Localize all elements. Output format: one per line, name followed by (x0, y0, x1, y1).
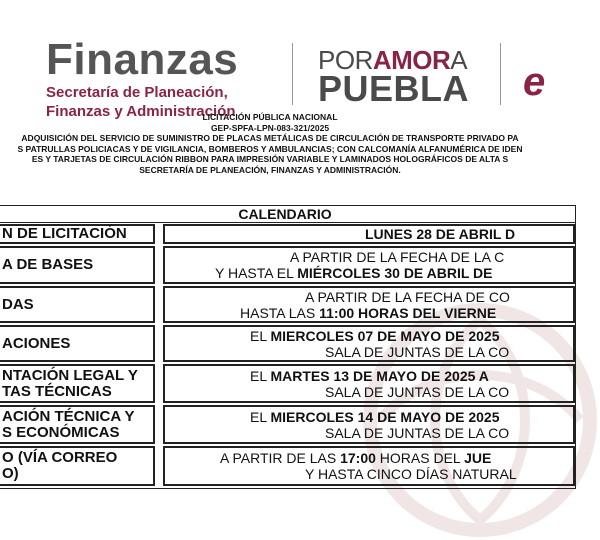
event-label: O (VÍA CORREO (2, 449, 118, 466)
date-text: JUE (464, 450, 492, 466)
calendar-row (0, 286, 575, 323)
date-text: SALA DE JUNTAS DE LA CO (325, 383, 510, 400)
calendar-row (0, 246, 575, 284)
calendar-row (0, 405, 575, 444)
calendar-event (0, 364, 155, 403)
date-text: SALA DE JUNTAS DE LA CO (325, 424, 510, 441)
date-text: 17:00 (340, 450, 376, 466)
calendar-date (163, 405, 575, 444)
header-divider-2 (500, 43, 501, 105)
date-line (165, 450, 573, 466)
finanzas-title: Finanzas (46, 35, 239, 84)
calendar-row (0, 325, 575, 362)
calendar-table (0, 205, 576, 489)
intro-line: ADQUISICIÓN DEL SERVICIO DE SUMINISTRO DE PLACAS METÁLICAS DE CIRCULACIÓN DE TRANSPORTE PRIVADO PA (21, 133, 519, 143)
date-text: MIERCOLES 14 DE MAYO DE 2025 (270, 408, 500, 425)
intro-line: GEP-SPFA-LPN-083-321/2025 (210, 122, 330, 133)
date-line (165, 368, 573, 384)
date-line (165, 328, 573, 344)
event-label: NTACIÓN LEGAL Y (2, 366, 138, 384)
date-text: MIÉRCOLES 30 DE ABRIL DE (297, 265, 493, 281)
calendar-event (0, 405, 155, 444)
date-text: A PARTIR DE LA FECHA DE LA C (290, 249, 505, 265)
intro-line: LICITACIÓN PÚBLICA NACIONAL (202, 112, 338, 122)
date-line (165, 226, 573, 242)
e-logo: e (523, 60, 546, 104)
date-line (165, 305, 573, 321)
slogan-a: A (450, 45, 468, 75)
date-text: EL (250, 367, 271, 384)
event-label: O) (2, 465, 19, 482)
por-amor-a-puebla-logo (318, 45, 470, 109)
calendar-date (163, 446, 575, 486)
date-line (165, 265, 573, 281)
calendar-date (163, 364, 575, 403)
event-label: N DE LICITACIÓN (2, 225, 127, 242)
calendar-event (0, 325, 155, 362)
tender-description (0, 112, 580, 175)
date-text: EL (250, 408, 271, 425)
event-label: A DE BASES (2, 256, 94, 273)
event-label: ACIÓN TÉCNICA Y (2, 407, 135, 425)
date-text: HORAS DEL (375, 450, 465, 466)
calendar-event (0, 246, 155, 284)
calendar-row (0, 446, 575, 486)
calendar-date (163, 246, 575, 284)
date-text: MIERCOLES 07 DE MAYO DE 2025 (270, 327, 500, 344)
date-text: Y HASTA EL (215, 265, 298, 281)
calendar-date (163, 224, 575, 244)
slogan-amor: AMOR (372, 45, 451, 75)
date-line (165, 425, 573, 441)
calendar-event (0, 446, 155, 486)
date-line (165, 289, 573, 305)
date-text: HASTA LAS (240, 304, 320, 321)
date-line (165, 344, 573, 360)
finanzas-subtitle-2: Finanzas y Administración (46, 103, 236, 120)
finanzas-subtitle-1: Secretaría de Planeación, (46, 84, 228, 101)
date-line (165, 249, 573, 265)
calendar-row (0, 364, 575, 403)
date-text: MARTES 13 DE MAYO DE 2025 A (270, 367, 489, 384)
date-line (165, 384, 573, 400)
event-label: S ECONÓMICAS (2, 423, 120, 441)
finanzas-logo (46, 35, 239, 120)
date-line (165, 409, 573, 425)
event-label: ACIONES (2, 334, 71, 352)
date-text: A PARTIR DE LAS (220, 450, 341, 466)
intro-line: SECRETARÍA DE PLANEACIÓN, FINANZAS Y ADMINISTRACIÓN. (139, 164, 401, 175)
event-label: DAS (2, 295, 34, 313)
date-text: 11:00 HORAS DEL VIERNE (319, 304, 497, 321)
slogan-puebla: PUEBLA (318, 68, 470, 109)
calendar-date (163, 325, 575, 362)
date-text: SALA DE JUNTAS DE LA CO (325, 343, 510, 360)
calendar-event (0, 286, 155, 323)
calendar-event (0, 224, 155, 244)
calendar-date (163, 286, 575, 323)
calendar-row (0, 224, 575, 244)
date-text: A PARTIR DE LA FECHA DE CO (305, 288, 510, 305)
intro-line: S PATRULLAS POLICIACAS Y DE VIGILANCIA, BOMBEROS Y AMBULANCIAS; CON CALCOMANÍA ALFANUMÉRICA DE IDEN (17, 143, 523, 154)
header-divider (292, 43, 293, 105)
date-text: Y HASTA CINCO DÍAS NATURAL (305, 466, 517, 482)
slogan-por: POR (318, 45, 373, 75)
event-label: TAS TÉCNICAS (2, 382, 112, 400)
date-text: LUNES 28 DE ABRIL D (365, 226, 516, 242)
intro-line: ES Y TARJETAS DE CIRCULACIÓN RIBBON PARA IMPRESIÓN VARIABLE Y LAMINADOS HOLOGRÁFICOS DE ALTA S (31, 154, 509, 164)
date-line (165, 466, 573, 482)
date-text: EL (250, 327, 271, 344)
calendar-title: CALENDARIO (0, 206, 575, 223)
